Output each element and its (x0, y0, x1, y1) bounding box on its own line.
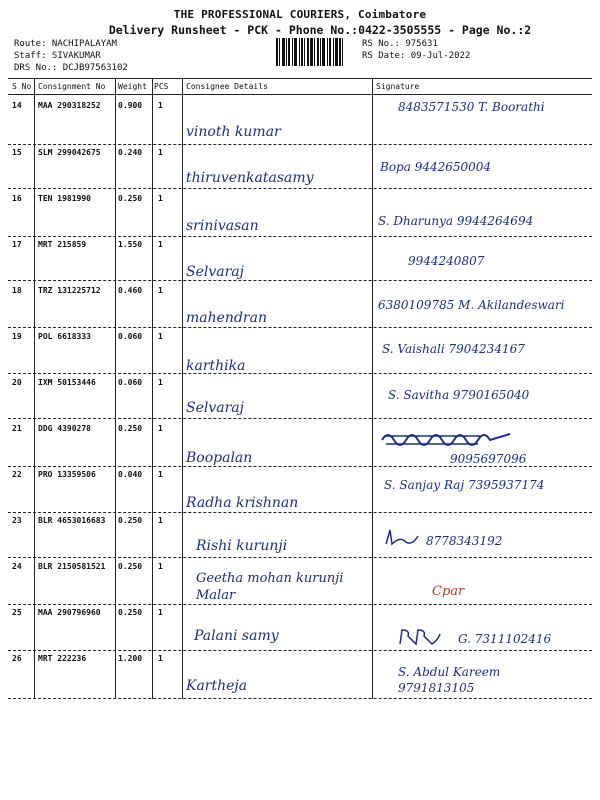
row-weight: 0.250 (118, 608, 143, 617)
signature-handwriting: S. Sanjay Raj 7395937174 (384, 478, 545, 492)
row-pcs: 1 (158, 148, 163, 157)
col-head-consignee: Consignee Details (186, 82, 268, 91)
row-weight: 0.060 (118, 378, 143, 387)
row-divider (8, 512, 592, 513)
row-divider (8, 557, 592, 558)
col-divider (34, 79, 35, 699)
col-divider (182, 79, 183, 699)
consignee-handwriting: Boopalan (186, 450, 253, 466)
row-weight: 0.460 (118, 286, 143, 295)
row-consignment: MRT 222236 (38, 654, 87, 663)
barcode (276, 38, 356, 66)
row-divider (8, 650, 592, 651)
consignee-handwriting: Selvaraj (186, 400, 244, 416)
signature-handwriting: Cpar (432, 584, 465, 599)
row-consignment: PRO 13359506 (38, 470, 96, 479)
signature-scribble (398, 626, 442, 648)
consignee-handwriting: thiruvenkatasamy (186, 170, 314, 186)
row-pcs: 1 (158, 286, 163, 295)
row-pcs: 1 (158, 332, 163, 341)
staff-label: Staff: SIVAKUMAR (14, 51, 101, 61)
signature-handwriting: 9095697096 (450, 452, 527, 466)
row-sno: 21 (12, 424, 22, 433)
row-divider (8, 604, 592, 605)
col-head-pcs: PCS (154, 82, 169, 91)
row-pcs: 1 (158, 240, 163, 249)
rs-no-label: RS No.: 975631 (362, 39, 438, 49)
col-head-consignment: Consignment No (38, 82, 106, 91)
row-divider (8, 373, 592, 374)
row-sno: 18 (12, 286, 22, 295)
row-pcs: 1 (158, 470, 163, 479)
signature-handwriting: S. Abdul Kareem 9791813105 (398, 665, 501, 695)
consignee-handwriting: Selvaraj (186, 264, 244, 280)
row-divider (8, 280, 592, 281)
consignee-handwriting: Palani samy (194, 628, 279, 644)
row-pcs: 1 (158, 424, 163, 433)
col-head-weight: Weight (118, 82, 147, 91)
consignee-handwriting: mahendran (186, 310, 267, 326)
row-consignment: MRT 215859 (38, 240, 87, 249)
signature-handwriting: Bopa 9442650004 (380, 160, 492, 174)
row-consignment: IXM 50153446 (38, 378, 96, 387)
drs-label: DRS No.: DCJB97563102 (14, 63, 128, 73)
consignee-handwriting: Kartheja (186, 678, 248, 694)
signature-handwriting: G. 7311102416 (458, 632, 552, 646)
row-consignment: SLM 299042675 (38, 148, 101, 157)
signature-handwriting: S. Vaishali 7904234167 (382, 342, 525, 356)
row-divider (8, 188, 592, 189)
consignee-handwriting: vinoth kumar (186, 124, 281, 140)
row-sno: 17 (12, 240, 22, 249)
signature-scribble (380, 428, 530, 452)
row-pcs: 1 (158, 608, 163, 617)
row-consignment: POL 6618333 (38, 332, 91, 341)
row-weight: 0.250 (118, 194, 143, 203)
signature-handwriting: S. Savitha 9790165040 (388, 388, 530, 402)
row-consignment: TEN 1981990 (38, 194, 91, 203)
rs-date-label: RS Date: 09-Jul-2022 (362, 51, 471, 61)
signature-scribble (384, 526, 420, 548)
row-sno: 19 (12, 332, 22, 341)
consignee-handwriting: Radha krishnan (186, 495, 299, 511)
row-weight: 0.040 (118, 470, 143, 479)
row-weight: 0.060 (118, 332, 143, 341)
row-pcs: 1 (158, 654, 163, 663)
row-sno: 26 (12, 654, 22, 663)
consignee-handwriting: Geetha mohan kurunji Malar (196, 571, 344, 603)
col-head-signature: Signature (376, 82, 420, 91)
col-divider (115, 79, 116, 699)
signature-handwriting: 9944240807 (408, 254, 485, 268)
row-weight: 1.200 (118, 654, 143, 663)
row-sno: 24 (12, 562, 22, 571)
col-head-sno: S No (12, 82, 32, 91)
row-divider (8, 418, 592, 419)
row-divider (8, 327, 592, 328)
signature-handwriting: 8778343192 (426, 534, 503, 548)
row-pcs: 1 (158, 562, 163, 571)
row-weight: 0.250 (118, 562, 143, 571)
row-pcs: 1 (158, 516, 163, 525)
consignee-handwriting: srinivasan (186, 218, 259, 234)
consignee-handwriting: karthika (186, 358, 246, 374)
row-divider (8, 236, 592, 237)
row-weight: 0.250 (118, 424, 143, 433)
consignee-handwriting: Rishi kurunji (196, 538, 288, 554)
row-pcs: 1 (158, 101, 163, 110)
col-divider (152, 79, 153, 699)
row-pcs: 1 (158, 378, 163, 387)
row-consignment: DDG 4390278 (38, 424, 91, 433)
row-sno: 15 (12, 148, 22, 157)
row-sno: 22 (12, 470, 22, 479)
row-weight: 0.240 (118, 148, 143, 157)
runsheet-subtitle: Delivery Runsheet - PCK - Phone No.:0422-3505555 - Page No.:2 (108, 23, 532, 37)
row-consignment: MAA 290318252 (38, 101, 101, 110)
row-pcs: 1 (158, 194, 163, 203)
row-consignment: MAA 290796960 (38, 608, 101, 617)
row-weight: 0.900 (118, 101, 143, 110)
row-consignment: BLR 2150581521 (38, 562, 106, 571)
table-header-rule (8, 94, 592, 95)
row-weight: 0.250 (118, 516, 143, 525)
row-sno: 16 (12, 194, 22, 203)
row-sno: 14 (12, 101, 22, 110)
row-divider (8, 144, 592, 145)
route-label: Route: NACHIPALAYAM (14, 39, 117, 49)
row-sno: 23 (12, 516, 22, 525)
row-divider (8, 466, 592, 467)
signature-handwriting: 6380109785 M. Akilandeswari (378, 298, 565, 312)
row-divider (8, 698, 592, 699)
row-consignment: BLR 4653016683 (38, 516, 106, 525)
company-title: THE PROFESSIONAL COURIERS, Coimbatore (173, 8, 427, 21)
row-sno: 20 (12, 378, 22, 387)
row-consignment: TRZ 131225712 (38, 286, 101, 295)
row-weight: 1.550 (118, 240, 143, 249)
signature-handwriting: 8483571530 T. Boorathi (398, 100, 545, 114)
table-top-rule (8, 78, 592, 79)
signature-handwriting: S. Dharunya 9944264694 (378, 214, 534, 228)
row-sno: 25 (12, 608, 22, 617)
col-divider (372, 79, 373, 699)
